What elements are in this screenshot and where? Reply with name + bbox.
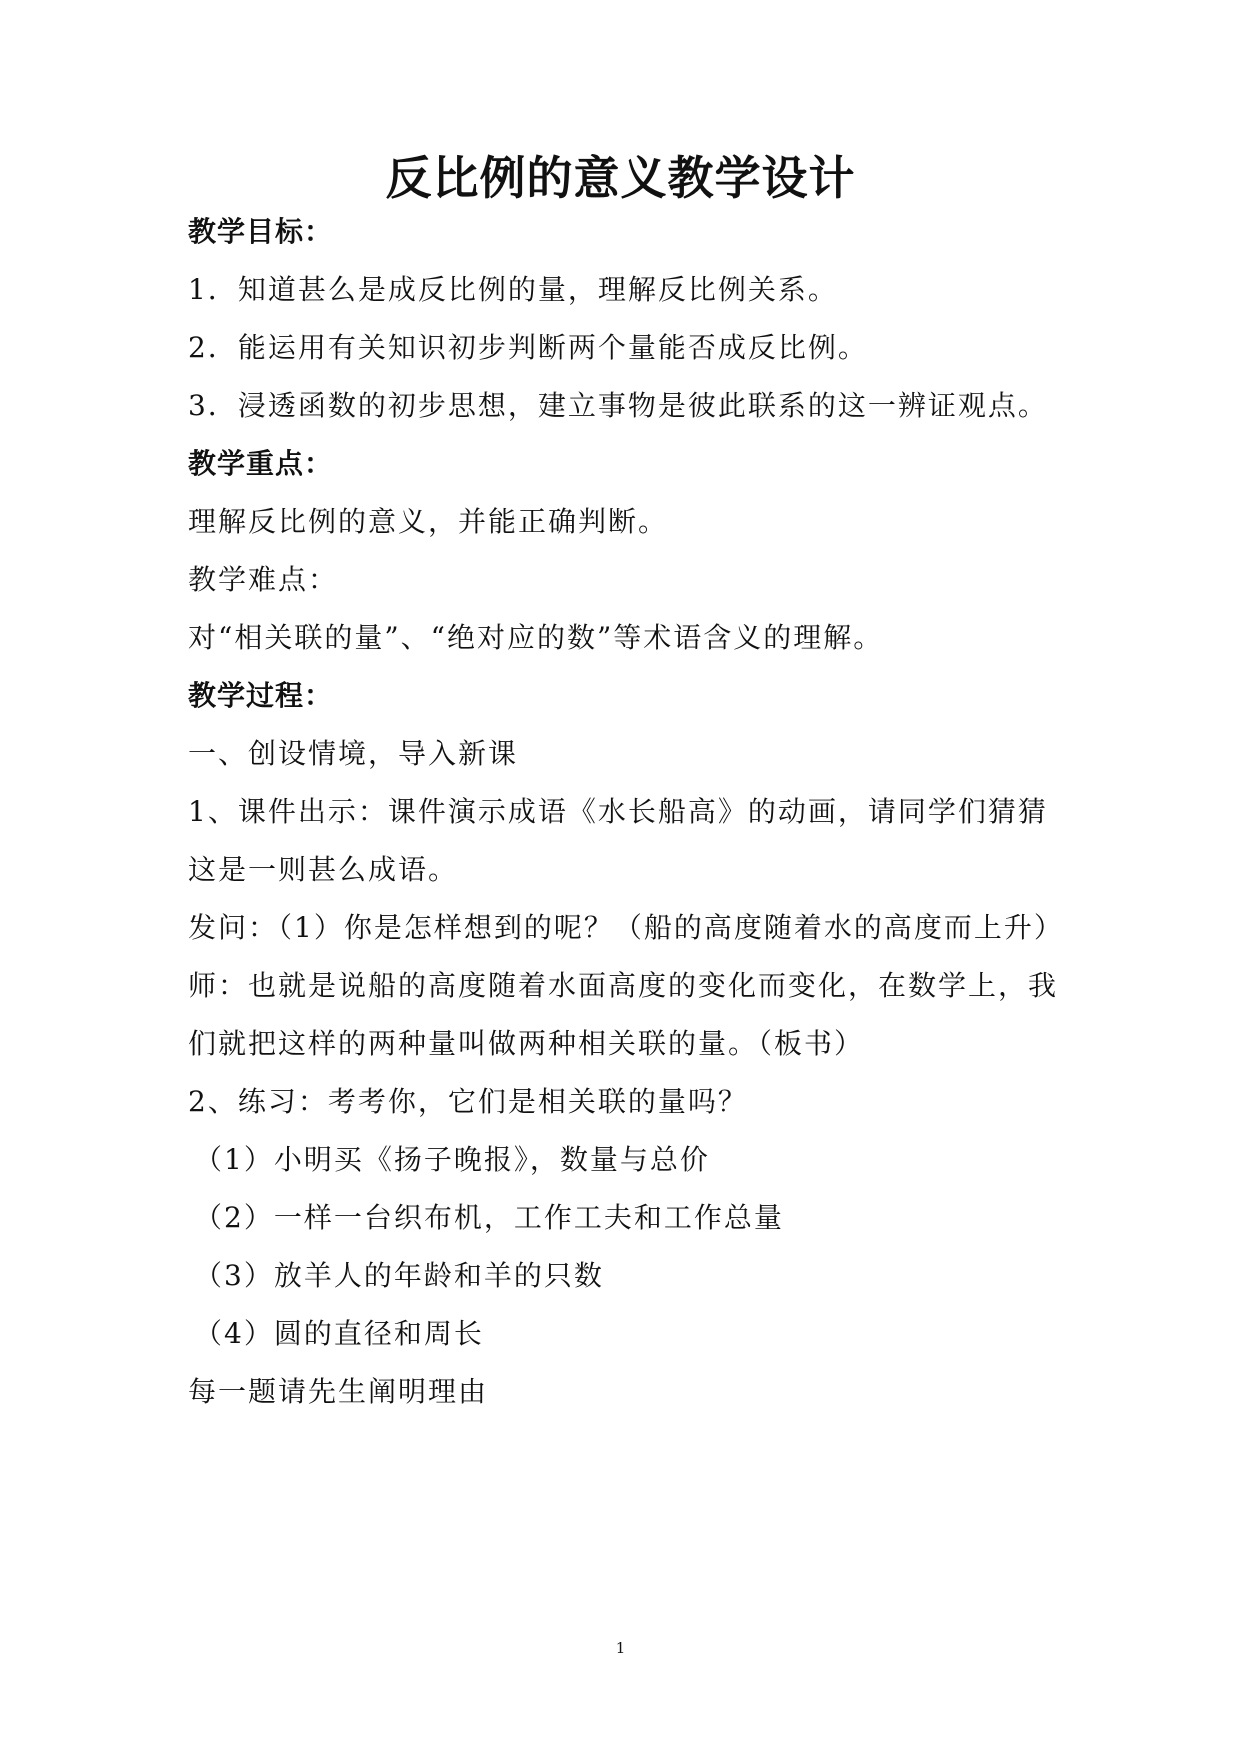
question-line: 发问：（1）你是怎样想到的呢？（船的高度随着水的高度而上升） [188, 911, 1064, 944]
objective-line-1: 1．知道甚么是成反比例的量，理解反比例关系。 [188, 273, 838, 306]
heading-teaching-objectives: 教学目标： [188, 215, 334, 248]
difficulty-text: 对“相关联的量”、“绝对应的数”等术语含义的理解。 [188, 621, 884, 654]
heading-key-points: 教学重点： [188, 447, 334, 480]
heading-difficulties: 教学难点： [188, 563, 339, 596]
document-title: 反比例的意义教学设计 [385, 151, 856, 205]
exercise-title: 2、练习：考考你，它们是相关联的量吗？ [188, 1085, 748, 1118]
section-1-title: 一、创设情境，导入新课 [188, 737, 519, 770]
paragraph-line: 1、课件出示：课件演示成语《水长船高》的动画，请同学们猜猜 [188, 795, 1048, 828]
key-point-text: 理解反比例的意义，并能正确判断。 [188, 505, 669, 538]
objective-line-3: 3．浸透函数的初步思想，建立事物是彼此联系的这一辨证观点。 [188, 389, 1048, 422]
teacher-line: 师：也就是说船的高度随着水面高度的变化而变化，在数学上，我 [188, 969, 1059, 1002]
closing-line: 每一题请先生阐明理由 [188, 1375, 489, 1408]
teacher-line: 们就把这样的两种量叫做两种相关联的量。（板书） [188, 1027, 865, 1060]
paragraph-line: 这是一则甚么成语。 [188, 853, 459, 886]
page-number: 1 [615, 1639, 626, 1657]
objective-line-2: 2．能运用有关知识初步判断两个量能否成反比例。 [188, 331, 868, 364]
exercise-item: （4）圆的直径和周长 [194, 1317, 484, 1350]
exercise-item: （1）小明买《扬子晚报》，数量与总价 [194, 1143, 710, 1176]
heading-teaching-process: 教学过程： [188, 679, 334, 712]
exercise-item: （2）一样一台织布机，工作工夫和工作总量 [194, 1201, 784, 1234]
exercise-item: （3）放羊人的年龄和羊的只数 [194, 1259, 604, 1292]
